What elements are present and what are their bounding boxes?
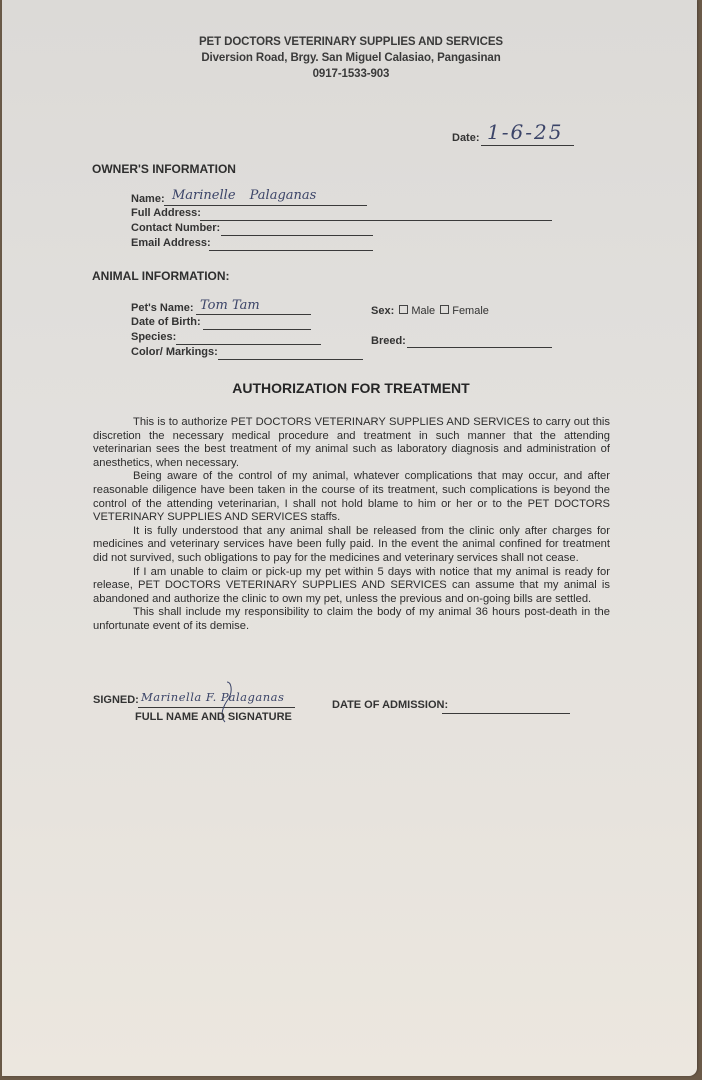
authorization-body (93, 416, 610, 634)
breed-field[interactable] (407, 347, 552, 348)
color-markings-label: Color/ Markings: (131, 346, 218, 358)
owner-name-field[interactable]: Marinelle Palaganas (172, 188, 317, 203)
authorization-paragraph: This is to authorize PET DOCTORS VETERINARY SUPPLIES AND SERVICES to carry out this discretion the necessary medical procedure and treatment in such manner that the attending veterinarian sees the best treatment of my animal such as laboratory diagnosis and administration of anesthetics, when necessary. (93, 416, 610, 469)
pet-name-line (196, 314, 311, 315)
date-label: Date: (452, 132, 480, 144)
owner-name-line (164, 205, 367, 206)
sex-option-female[interactable]: Female (438, 305, 489, 317)
signed-label: SIGNED: (93, 694, 139, 706)
breed-label: Breed: (371, 335, 406, 347)
owner-contact-field[interactable] (221, 235, 373, 236)
sex-label: Sex: (371, 305, 395, 317)
authorization-title: AUTHORIZATION FOR TREATMENT (232, 380, 470, 396)
date-line (481, 145, 574, 146)
owner-address-field[interactable] (200, 220, 552, 221)
checkbox-male[interactable] (399, 305, 408, 314)
checkbox-female[interactable] (440, 305, 449, 314)
authorization-paragraph: This shall include my responsibility to claim the body of my animal 36 hours post-death in the unfortunate event of its demise. (93, 606, 610, 632)
animal-section-title: ANIMAL INFORMATION: (92, 269, 230, 283)
admission-date-field[interactable] (442, 713, 570, 714)
admission-date-label: DATE OF ADMISSION: (332, 699, 449, 711)
pet-name-label: Pet's Name: (131, 302, 194, 314)
owner-contact-label: Contact Number: (131, 222, 221, 234)
authorization-paragraph: If I am unable to claim or pick-up my pet within 5 days with notice that my animal is ready for release, PET DOCTORS VETERINARY SUPPLIES AND SERVICES can assume that my animal is abandoned and authorize the clinic to own my pet, unless the previous and on-going bills are settled. (93, 565, 610, 605)
signature-field[interactable]: Marinella F. Palaganas (141, 690, 285, 704)
business-phone: 0917-1533-903 (312, 68, 390, 80)
species-field[interactable] (176, 344, 321, 345)
owner-section-title: OWNER'S INFORMATION (92, 162, 236, 176)
sex-group (371, 305, 489, 317)
dob-field[interactable] (203, 329, 311, 330)
sex-option-male[interactable]: Male (397, 305, 435, 317)
owner-email-field[interactable] (209, 250, 373, 251)
dob-label: Date of Birth: (131, 316, 201, 328)
species-label: Species: (131, 331, 177, 343)
business-address: Diversion Road, Brgy. San Miguel Calasiao, Pangasinan (201, 52, 501, 64)
pet-name-field[interactable]: Tom Tam (200, 298, 260, 313)
signature-caption: FULL NAME AND SIGNATURE (135, 711, 292, 723)
authorization-paragraph: It is fully understood that any animal shall be released from the clinic only after charges for medicines and veterinary services have been fully paid. In the event the animal confined for treatment did not survived, such obligations to pay for the medicines and veterinary services shall not cease. (93, 524, 610, 564)
owner-email-label: Email Address: (131, 237, 211, 249)
color-markings-field[interactable] (218, 359, 363, 360)
date-field[interactable]: 1-6-25 (487, 120, 564, 144)
owner-name-label: Name: (131, 193, 165, 205)
authorization-paragraph: Being aware of the control of my animal, whatever complications that may occur, and after reasonable diligence have been taken in the course of its treatment, such complications is beyond the control of the attending veterinarian, I shall not hold blame to him or her or to the PET DOCTORS VETERINARY SUPPLIES AND SERVICES staffs. (93, 470, 610, 524)
business-name: PET DOCTORS VETERINARY SUPPLIES AND SERVICES (198, 36, 504, 48)
owner-address-label: Full Address: (131, 207, 201, 219)
